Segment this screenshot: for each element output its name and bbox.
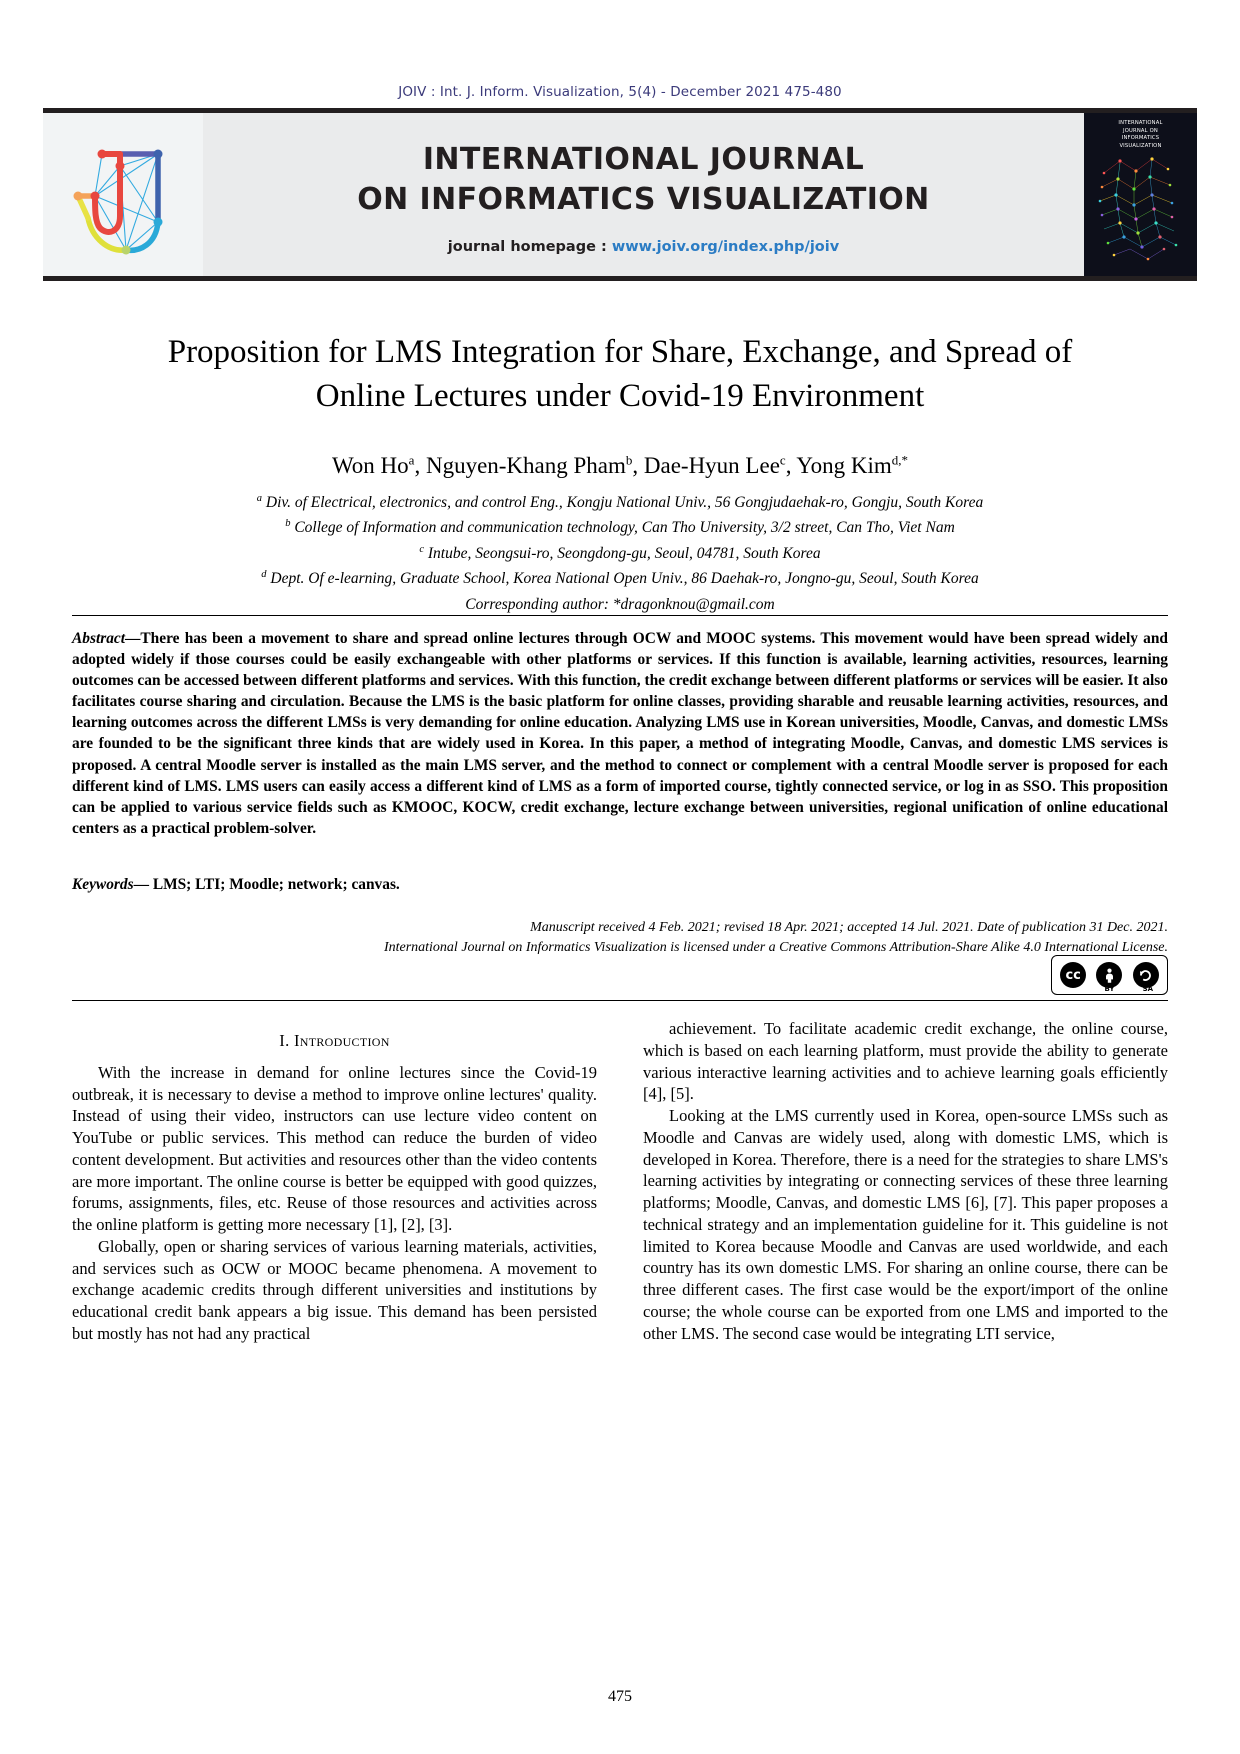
- joiv-logo-icon: [64, 132, 182, 258]
- author-sep: ,: [414, 452, 426, 478]
- cc-mark-icon: cc: [1060, 962, 1086, 988]
- section-numeral: I.: [279, 1031, 290, 1050]
- keywords-block: [72, 876, 1168, 894]
- author-marker: a: [408, 452, 415, 467]
- abstract-block: [72, 628, 1168, 839]
- author-marker: b: [625, 452, 633, 467]
- author-item: [426, 453, 644, 478]
- affiliation-item: [80, 541, 1160, 566]
- journal-homepage-link[interactable]: www.joiv.org/index.php/joiv: [611, 239, 840, 256]
- journal-masthead: [43, 108, 1197, 281]
- masthead-center: [203, 113, 1084, 276]
- affiliation-item: [80, 490, 1160, 515]
- author-name: Won Ho: [331, 452, 409, 478]
- affiliation-marker: a: [256, 493, 262, 504]
- affiliation-text: Dept. Of e-learning, Graduate School, Korea National Open Univ., 86 Daehak-ro, Jongno-gu, Seoul, South Korea: [270, 569, 979, 587]
- column-left: [72, 1018, 597, 1638]
- paragraph: achievement. To facilitate academic credit exchange, the online course, which is based on each learning platform, must provide the ability to generate various interactive learning activities and to achieve learning goals efficiently [4], [5].: [643, 1019, 1168, 1104]
- journal-homepage-label: journal homepage :: [447, 239, 607, 256]
- column-right: [643, 1018, 1168, 1638]
- body-columns: [72, 1018, 1168, 1638]
- author-name: Nguyen-Khang Pham: [425, 452, 626, 478]
- journal-logo-box: [43, 113, 203, 276]
- journal-title-line2: ON INFORMATICS VISUALIZATION: [357, 181, 930, 217]
- abstract-dash: —: [125, 630, 141, 647]
- author-item: [644, 453, 796, 478]
- journal-title-line1: INTERNATIONAL JOURNAL: [422, 141, 865, 177]
- affiliation-text: Intube, Seongsui-ro, Seongdong-gu, Seoul, 04781, South Korea: [427, 544, 821, 562]
- cover-caption: INTERNATIONAL JOURNAL ON INFORMATICS VISUALIZATION: [1118, 120, 1163, 149]
- manuscript-dates: Manuscript received 4 Feb. 2021; revised 18 Apr. 2021; accepted 14 Jul. 2021. Date of publication 31 Dec. 2021.: [530, 920, 1168, 935]
- license-note: International Journal on Informatics Visualization is licensed under a Creative Commons Attribution-Share Alike 4.0 International License.: [383, 939, 1168, 955]
- abstract-top-rule: [72, 615, 1168, 616]
- keywords-label: Keywords: [72, 876, 134, 893]
- affiliation-list: [80, 490, 1160, 617]
- abstract-bottom-rule: [72, 1000, 1168, 1001]
- creative-commons-badge: [1051, 955, 1168, 995]
- author-marker: d,*: [891, 452, 909, 467]
- share-alike-glyph: [1137, 967, 1154, 984]
- affiliation-item: [80, 566, 1160, 591]
- author-sep: ,: [785, 452, 797, 478]
- affiliation-item: [80, 515, 1160, 540]
- affiliation-text: Div. of Electrical, electronics, and control Eng., Kongju National Univ., 56 Gongjudaehak-ro, Gongju, South Korea: [265, 494, 984, 512]
- page-title: [80, 330, 1160, 418]
- affiliation-marker: d: [261, 568, 267, 580]
- author-name: Yong Kim: [796, 452, 892, 478]
- manuscript-note: [72, 918, 1168, 958]
- cc-badge-sublabels: [1052, 985, 1167, 993]
- abstract-label: Abstract: [72, 630, 126, 647]
- abstract-text: There has been a movement to share and spread online lectures through OCW and MOOC systems. This movement would have been spread widely and adopted widely if those courses could be easily exchangeable with other platforms or services. If this function is available, learning activities, resources, learning outcomes can be accessed between different platforms and services. With this function, the credit exchange between different platforms or services will be easier. It also facilitates course sharing and circulation. Because the LMS is the basic platform for online classes, providing sharable and reusable learning activities, resources, and learning outcomes across the different LMSs is very demanding for online education. Analyzing LMS use in Korean universities, Moodle, Canvas, and domestic LMSs are founded to be the significant three kinds that are widely used in Korea. In this paper, a method of integrating Moodle, Canvas, and domestic LMS services is proposed. A central Moodle server is installed as the main LMS server, and the method to connect or complement with a central Moodle server is proposed for each different kind of LMS. LMS users can easily access a different kind of LMS as a form of imported course, tightly connected service, or log in as SSO. This proposition can be applied to various service fields such as KMOOC, KOCW, credit exchange, lecture exchange between universities, regional unification of online educational centers as a practical problem-solver.: [72, 630, 1168, 837]
- keywords-dash: —: [133, 876, 149, 893]
- keywords-text: LMS; LTI; Moodle; network; canvas.: [148, 876, 400, 893]
- section-title: Introduction: [293, 1031, 390, 1050]
- paragraph: Looking at the LMS currently used in Korea, open-source LMSs such as Moodle and Canvas are widely used, along with domestic LMS, which is developed in Korea. Therefore, there is a need for the strategies to share LMS's learning activities by integrating or connecting services of these three learning platforms; Moodle, Canvas, and domestic LMS [6], [7]. This paper proposes a technical strategy and an implementation guideline for it. This guideline is not limited to Korea because Moodle and Canvas are used worldwide, and each country has its own domestic LMS. For sharing an online course, there can be three different cases. The first case would be the export/import of the online course; the whole course can be exported from one LMS and imported to the other LMS. The second case would be integrating LTI service,: [643, 1106, 1168, 1343]
- journal-homepage: [448, 239, 839, 255]
- author-list: [80, 452, 1160, 479]
- journal-title: [357, 140, 929, 220]
- affiliation-marker: b: [285, 518, 291, 530]
- cc-sub-blank: [1052, 985, 1090, 993]
- corresponding-author: Corresponding author: *dragonknou@gmail.com: [465, 596, 775, 614]
- paragraph: With the increase in demand for online lectures since the Covid-19 outbreak, it is necessary to devise a method to improve online lectures' quality. Instead of using their video, instructors can use lecture video content on YouTube or public services. This method can reduce the burden of video content development. But activities and resources other than the video contents are more important. The online course is better be equipped with good quizzes, forums, assignments, files, etc. Reuse of those resources and activities across the online platform is getting more necessary [1], [2], [3].: [72, 1062, 597, 1235]
- paper-title-line2: Online Lectures under Covid-19 Environment: [315, 378, 925, 415]
- author-name: Dae-Hyun Lee: [643, 452, 780, 478]
- journal-cover-thumbnail: [1084, 113, 1197, 276]
- person-glyph: [1101, 967, 1118, 984]
- affiliation-marker: c: [419, 543, 424, 555]
- running-head: JOIV : Int. J. Inform. Visualization, 5(4) - December 2021 475-480: [398, 84, 842, 100]
- author-sep: ,: [632, 452, 644, 478]
- section-heading-introduction: [72, 1030, 597, 1052]
- affiliation-text: College of Information and communication technology, Can Tho University, 3/2 street, Can Tho, Viet Nam: [294, 519, 955, 537]
- cc-sub-by: BY: [1104, 985, 1115, 993]
- page-number: 475: [608, 1688, 632, 1705]
- paper-title-line1: Proposition for LMS Integration for Share, Exchange, and Spread of: [167, 334, 1073, 370]
- paragraph: Globally, open or sharing services of various learning materials, activities, and services such as OCW or MOOC became phenomena. A movement to exchange academic credits through different universities and institutions by educational credit bank appears a big issue. This demand has been persisted but mostly has not had any practical: [72, 1236, 597, 1343]
- author-item: [332, 453, 426, 478]
- author-marker: c: [779, 452, 786, 467]
- cc-sub-sa: SA: [1142, 985, 1154, 993]
- author-item: [796, 453, 908, 478]
